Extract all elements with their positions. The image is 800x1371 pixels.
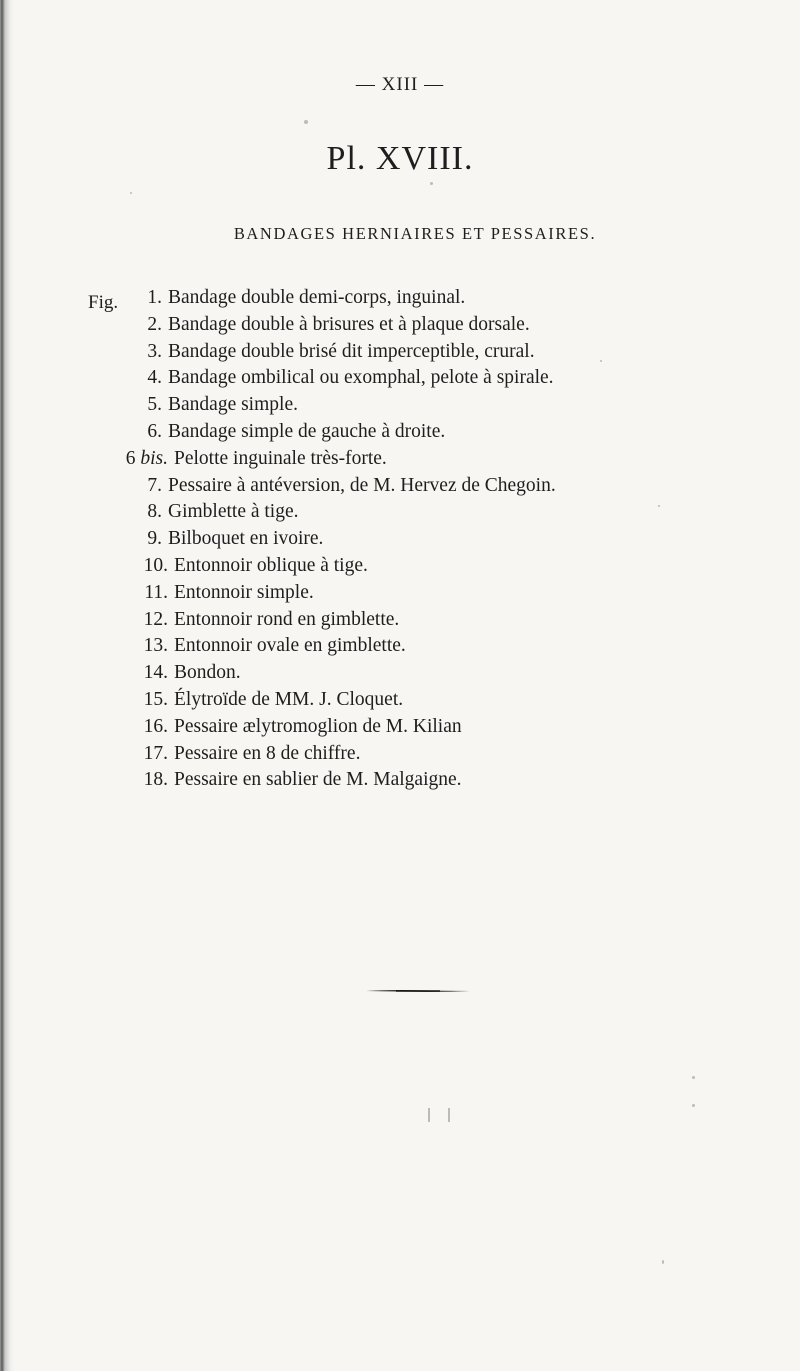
item-number: 15. [143,688,168,710]
item-number: 7. [147,474,162,496]
item-number: 16. [143,715,168,737]
item-text: Pessaire en sablier de M. Malgaigne. [174,769,462,791]
item-text: Élytroïde de MM. J. Cloquet. [174,688,404,710]
list-item [110,446,556,473]
item-number [110,446,174,473]
item-text: Entonnoir ovale en gimblette. [174,635,406,657]
paper-speck [600,360,602,362]
list-item [110,767,556,794]
item-number: 1. [147,287,162,308]
item-text: Entonnoir rond en gimblette. [174,608,400,630]
paper-speck [658,505,660,507]
list-item [110,419,556,446]
figure-list [110,285,556,794]
list-item [110,312,556,339]
item-number: 14. [143,662,168,684]
item-text: Bandage simple. [168,394,298,416]
item-number-value: 6 [125,447,136,469]
paper-speck [304,120,308,124]
section-title: BANDAGES HERNIAIRES ET PESSAIRES. [233,224,597,243]
item-number: 13. [143,635,168,657]
item-text: Bandage double à brisures et à plaque dorsale. [168,313,530,335]
list-item [110,499,556,526]
list-item [110,473,556,500]
list-item [110,285,556,312]
paper-speck [130,192,132,194]
item-text: Pessaire à antéversion, de M. Hervez de Chegoin. [168,474,556,496]
paper-speck [448,1108,450,1122]
item-number: 11. [144,581,168,603]
item-text: Gimblette à tige. [168,501,299,523]
paper-speck [428,1108,430,1122]
item-text: Bandage double brisé dit imperceptible, crural. [168,340,535,362]
item-text: Pessaire ælytromoglion de M. Kilian [174,715,462,737]
list-item [110,660,556,687]
item-text: Entonnoir oblique à tige. [174,554,368,576]
list-item [110,714,556,741]
plate-title: Pl. XVIII. [326,140,474,177]
list-item [110,687,556,714]
item-number: 2. [147,313,162,335]
page-binding-edge [0,0,14,1371]
item-text: Pessaire en 8 de chiffre. [174,742,361,764]
item-text: Entonnoir simple. [174,581,314,603]
item-number: 4. [147,367,162,389]
item-number-suffix: bis. [140,447,168,469]
paper-speck [662,1260,664,1264]
list-item [110,339,556,366]
item-number: 10. [143,554,168,576]
list-item [110,553,556,580]
list-item [110,633,556,660]
ornamental-rule [366,988,470,994]
item-text: Pelotte inguinale très-forte. [174,447,387,469]
paper-speck [692,1104,695,1107]
item-number: 18. [143,769,168,791]
item-number: 17. [143,742,168,764]
list-item [110,580,556,607]
item-number: 9. [147,528,162,550]
item-text: Bandage double demi-corps, inguinal. [168,287,466,308]
item-number: 6. [147,420,162,442]
item-text: Bandage ombilical ou exomphal, pelote à spirale. [168,367,554,389]
list-item [110,607,556,634]
paper-speck [430,182,433,185]
page-number: — XIII — [355,74,445,95]
list-item [110,526,556,553]
item-number: 8. [147,501,162,523]
item-number: 3. [147,340,162,362]
item-number: 5. [147,394,162,416]
paper-speck [692,1076,695,1079]
list-item [110,741,556,768]
item-text: Bilboquet en ivoire. [168,528,324,550]
figure-label: Fig. [88,292,119,313]
list-item [110,365,556,392]
item-number: 12. [143,608,168,630]
list-item [110,392,556,419]
item-text: Bondon. [174,662,241,684]
item-text: Bandage simple de gauche à droite. [168,420,446,442]
